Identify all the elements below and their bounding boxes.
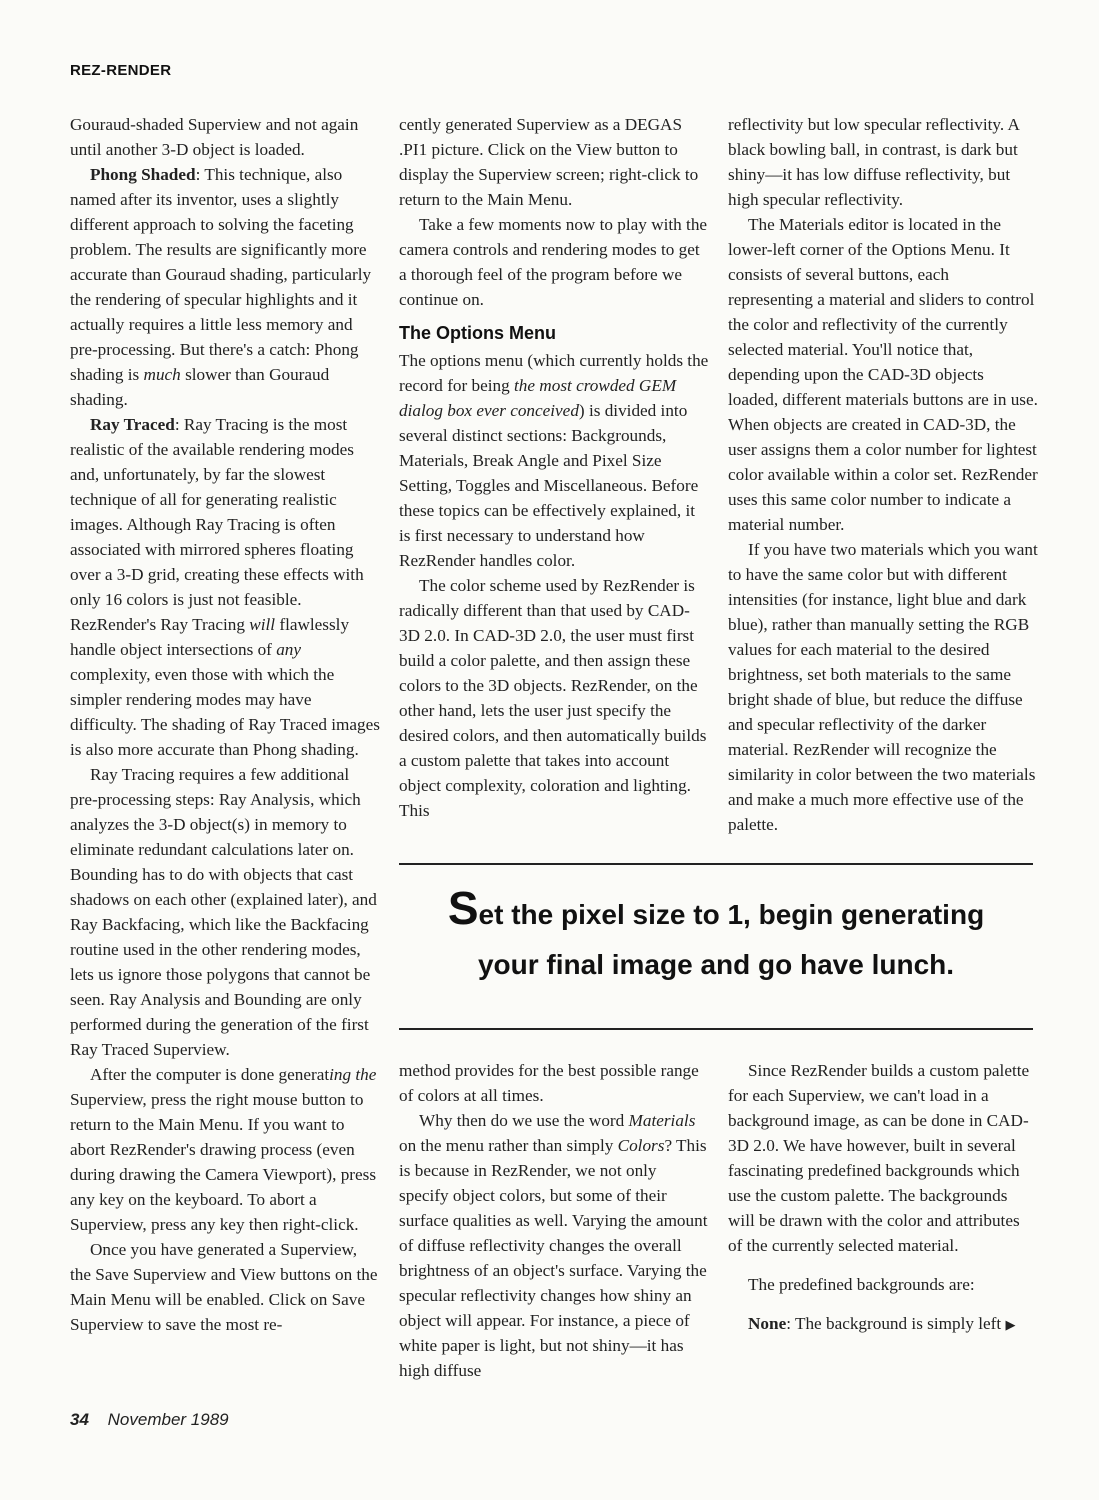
paragraph: Why then do we use the word Materials on the menu rather than simply Colors? This is because in RezRender, we not only specify object colors, but some of their surface qualities as well. Varying the amount of diffuse reflectivity changes the overall brightness of an object's surface. Varying the specular reflectivity changes how shiny an object will appear. For instance, a piece of white paper is light, but not shiny—it has high diffuse (399, 1111, 708, 1380)
paragraph: The predefined backgrounds are: (748, 1275, 975, 1294)
pullquote (399, 882, 1033, 990)
paragraph: None: The background is simply left ▶ (748, 1314, 1016, 1333)
pullquote-rule-top (399, 863, 1033, 865)
paragraph: Ray Tracing requires a few additional pre-processing steps: Ray Analysis, which analyzes the 3-D object(s) in memory to eliminate redundant calculations later on. Bounding has to do with objects that cast shadows on each other (explained later), and Ray Backfacing, which like the Backfacing routine used in the other rendering modes, lets us ignore those polygons that cannot be seen. Ray Analysis and Bounding are only performed during the generation of the first Ray Traced Superview. (70, 765, 377, 1059)
continue-arrow-icon: ▶ (1005, 1317, 1016, 1332)
term-label: Phong Shaded (90, 165, 196, 184)
paragraph: After the computer is done generating the Superview, press the right mouse button to return to the Main Menu. If you want to abort RezRender's drawing process (even during drawing the Camera Viewport), press any key on the keyboard. To abort a Superview, press any key then right-click. (70, 1065, 377, 1234)
page-number: 34 (70, 1410, 89, 1429)
paragraph: Once you have generated a Superview, the Save Superview and View buttons on the Main Menu will be enabled. Click on Save Superview to save the most re- (70, 1240, 378, 1334)
paragraph: method provides for the best possible range of colors at all times. (399, 1061, 699, 1105)
paragraph: Since RezRender builds a custom palette for each Superview, we can't load in a background image, as can be done in CAD-3D 2.0. We have however, built in several fascinating predefined backgrounds which use the custom palette. The backgrounds will be drawn with the color and attributes of the currently selected material. (728, 1061, 1030, 1255)
paragraph: The Materials editor is located in the lower-left corner of the Options Menu. It consists of several buttons, each representing a material and sliders to control the color and reflectivity of the currently selected material. You'll notice that, depending upon the CAD-3D objects loaded, different materials buttons are in use. When objects are created in CAD-3D, the user assigns them a color number for lightest color available within a color set. RezRender uses this same color number to indicate a material number. (728, 215, 1038, 534)
paragraph: Take a few moments now to play with the camera controls and rendering modes to get a thorough feel of the program before we continue on. (399, 215, 708, 309)
paragraph: If you have two materials which you want to have the same color but with different intensities (for instance, light blue and dark blue), rather than manually setting the RGB values for each material to the desired brightness, set both materials to the same bright shade of blue, but reduce the diffuse and specular reflectivity of the darker material. RezRender will recognize the similarity in color between the two materials and make a much more effective use of the palette. (728, 540, 1038, 834)
paragraph: The options menu (which currently holds the record for being the most crowded GEM dialog box ever conceived) is divided into several distinct sections: Backgrounds, Materials, Break Angle and Pixel Size Setting, Toggles and Miscellaneous. Before these topics can be effectively explained, it is first necessary to understand how RezRender handles color. (399, 351, 709, 570)
paragraph: Phong Shaded: This technique, also named after its inventor, uses a slightly different approach to solving the faceting problem. The results are significantly more accurate than Gouraud shading, particularly the rendering of specular highlights and it actually requires a little less memory and pre-processing. But there's a catch: Phong shading is much slower than Gouraud shading. (70, 165, 372, 409)
column-2 (399, 112, 709, 823)
paragraph: Gouraud-shaded Superview and not again until another 3-D object is loaded. (70, 115, 359, 159)
pullquote-rule-bottom (399, 1028, 1033, 1030)
running-head: REZ-RENDER (70, 62, 172, 79)
paragraph: The color scheme used by RezRender is radically different than that used by CAD-3D 2.0. In CAD-3D 2.0, the user must first build a color palette, and then assign these colors to the 3D objects. RezRender, on the other hand, lets the user just specify the desired colors, and then automatically builds a custom palette that takes into account object complexity, coloration and lighting. This (399, 576, 707, 820)
term-label: None (748, 1314, 787, 1333)
paragraph: Ray Traced: Ray Tracing is the most realistic of the available rendering modes and, unfortunately, by far the slowest technique of all for generating realistic images. Although Ray Tracing is often associated with mirrored spheres floating over a 3-D grid, creating these effects with only 16 colors is just not feasible. RezRender's Ray Tracing will flawlessly handle object intersections of any complexity, even those with which the simpler rendering modes may have difficulty. The shading of Ray Traced images is also more accurate than Phong shading. (70, 415, 380, 759)
page-footer (70, 1410, 229, 1430)
column-1 (70, 112, 380, 1337)
term-label: Ray Traced (90, 415, 175, 434)
paragraph: reflectivity but low specular reflectivity. A black bowling ball, in contrast, is dark but shiny—it has low diffuse reflectivity, but high specular reflectivity. (728, 115, 1019, 209)
paragraph: cently generated Superview as a DEGAS .PI1 picture. Click on the View button to display the Superview screen; right-click to return to the Main Menu. (399, 115, 699, 209)
pullquote-line-1: Set the pixel size to 1, begin generating (447, 882, 985, 934)
column-2-lower (399, 1058, 709, 1383)
issue-date: November 1989 (107, 1410, 229, 1429)
column-3-lower (728, 1058, 1038, 1337)
drop-cap: S (447, 882, 479, 934)
section-heading: The Options Menu (399, 323, 556, 343)
column-3 (728, 112, 1038, 837)
pullquote-line-2: your final image and go have lunch. (477, 949, 955, 980)
